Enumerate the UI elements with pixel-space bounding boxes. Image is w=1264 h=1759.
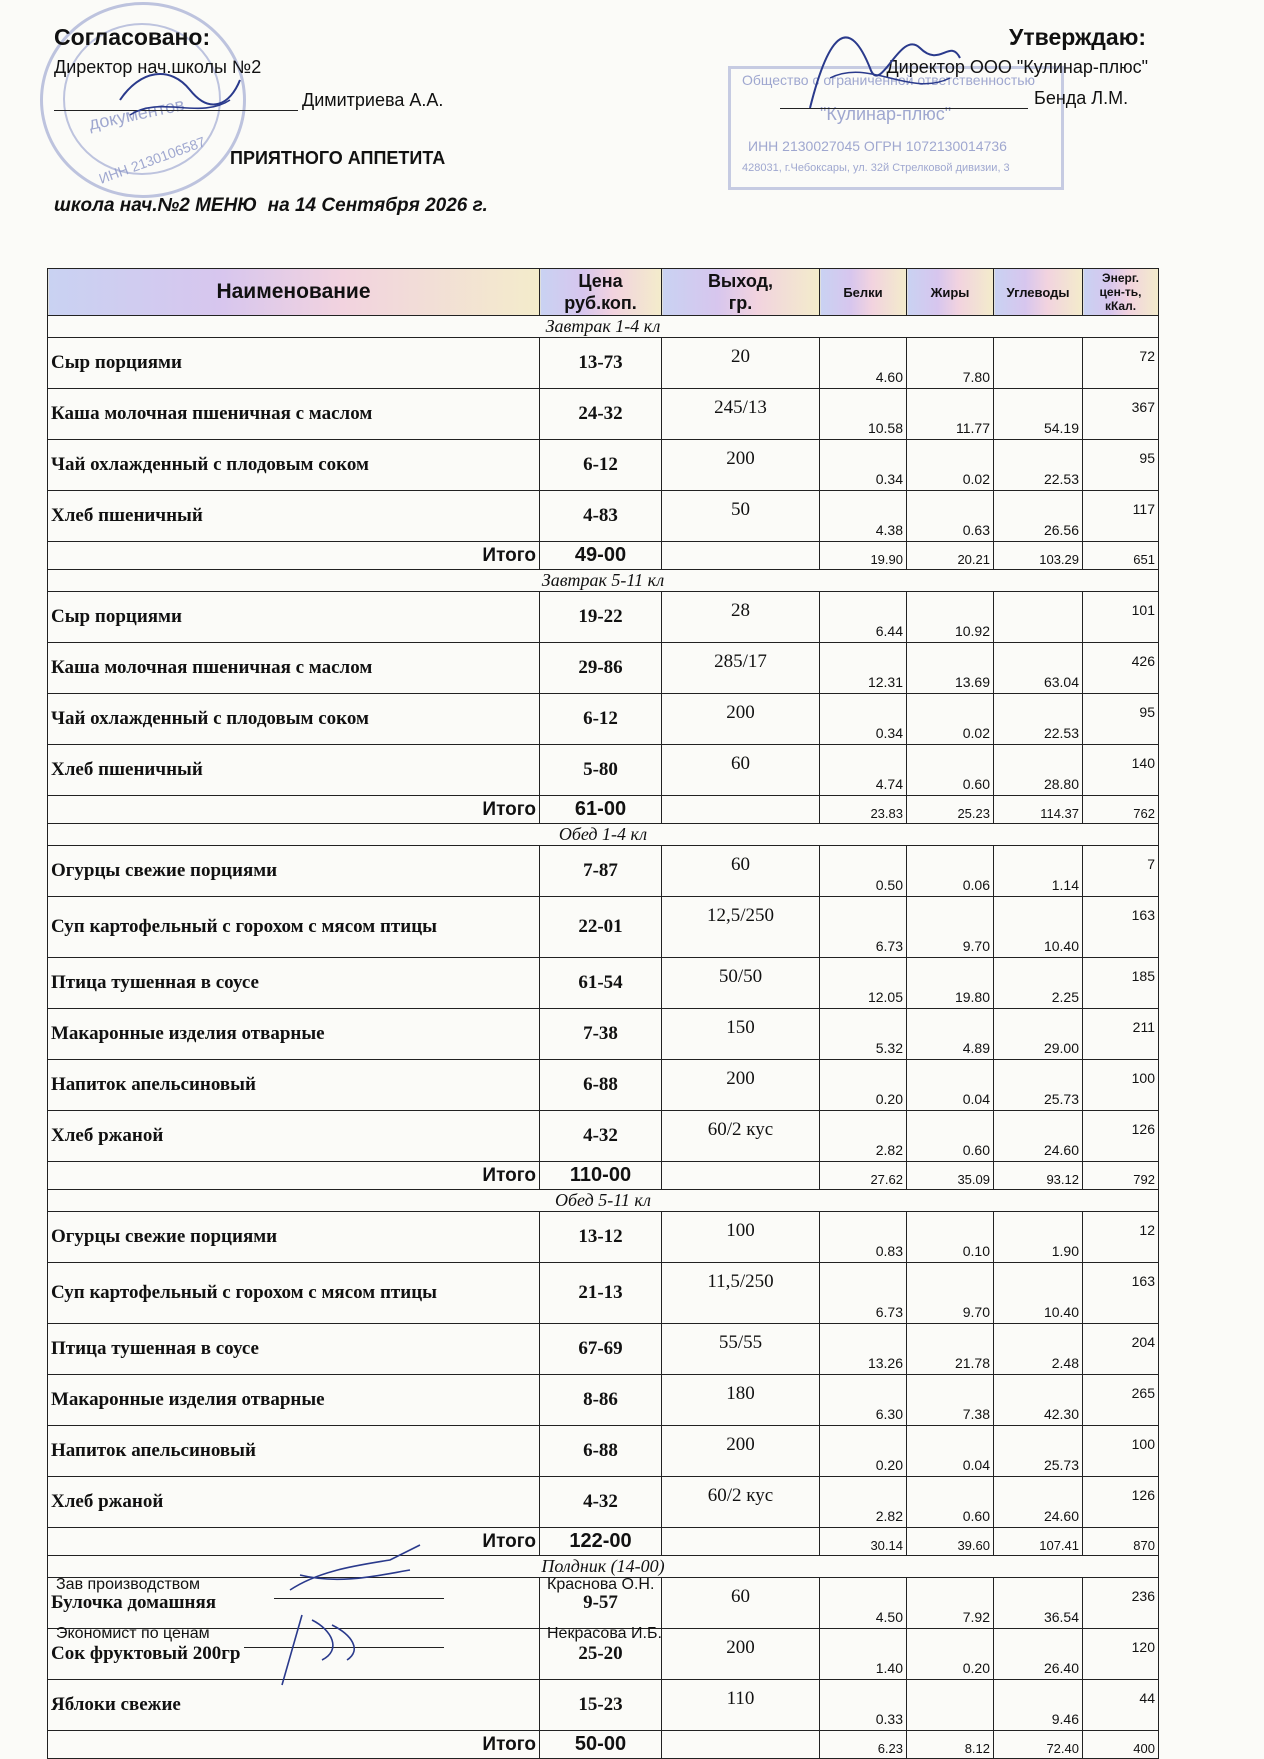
item-protein: 6.30 (820, 1375, 907, 1426)
item-protein: 12.31 (820, 643, 907, 694)
left-approval-position: Директор нач.школы №2 (54, 57, 262, 77)
item-protein: 4.60 (820, 338, 907, 389)
item-kcal: 140 (1083, 745, 1159, 796)
item-price: 5-80 (540, 745, 662, 796)
item-name: Огурцы свежие порциями (48, 846, 540, 897)
table-row (48, 1009, 1159, 1060)
item-price: 9-57 (540, 1578, 662, 1629)
item-fat: 0.02 (907, 694, 994, 745)
table-row (48, 1680, 1159, 1731)
item-protein: 6.73 (820, 1263, 907, 1324)
item-carbs: 28.80 (994, 745, 1083, 796)
item-fat: 0.60 (907, 745, 994, 796)
item-price: 6-88 (540, 1060, 662, 1111)
item-name: Напиток апельсиновый (48, 1060, 540, 1111)
item-price: 6-88 (540, 1426, 662, 1477)
item-price: 24-32 (540, 389, 662, 440)
col-energy-header-line-3: кКал. (1104, 299, 1137, 313)
item-fat: 0.20 (907, 1629, 994, 1680)
total-price: 110-00 (540, 1162, 662, 1190)
total-row (48, 1528, 1159, 1556)
total-kcal: 762 (1083, 796, 1159, 824)
item-kcal: 126 (1083, 1477, 1159, 1528)
item-carbs: 2.48 (994, 1324, 1083, 1375)
item-kcal: 185 (1083, 958, 1159, 1009)
section-title: Полдник (14-00) (48, 1556, 1159, 1578)
left-approval-title: Согласовано: (54, 24, 211, 50)
item-name: Огурцы свежие порциями (48, 1212, 540, 1263)
item-protein: 1.40 (820, 1629, 907, 1680)
item-carbs: 25.73 (994, 1060, 1083, 1111)
item-yield: 60 (662, 745, 820, 796)
item-price: 7-87 (540, 846, 662, 897)
item-price: 13-73 (540, 338, 662, 389)
col-carbs-header: Углеводы (994, 269, 1083, 316)
section-title: Обед 1-4 кл (48, 824, 1159, 846)
table-row (48, 338, 1159, 389)
item-yield: 110 (662, 1680, 820, 1731)
total-protein: 23.83 (820, 796, 907, 824)
item-protein: 12.05 (820, 958, 907, 1009)
item-carbs: 10.40 (994, 897, 1083, 958)
right-approval-title: Утверждаю: (1009, 24, 1146, 50)
section-row (48, 1190, 1159, 1212)
col-yield-header-line-1: Выход, (707, 271, 774, 291)
item-price: 25-20 (540, 1629, 662, 1680)
item-protein: 4.50 (820, 1578, 907, 1629)
item-yield: 28 (662, 592, 820, 643)
left-approval-signer: Димитриева А.А. (302, 90, 444, 110)
table-row (48, 1426, 1159, 1477)
total-fat: 39.60 (907, 1528, 994, 1556)
item-name: Хлеб ржаной (48, 1111, 540, 1162)
item-carbs: 2.25 (994, 958, 1083, 1009)
footer-role-1: Зав производством (56, 1576, 200, 1593)
item-name: Птица тушенная в соусе (48, 1324, 540, 1375)
item-kcal: 163 (1083, 1263, 1159, 1324)
col-yield-header (662, 269, 820, 316)
item-carbs: 25.73 (994, 1426, 1083, 1477)
item-kcal: 72 (1083, 338, 1159, 389)
table-row (48, 440, 1159, 491)
total-kcal: 792 (1083, 1162, 1159, 1190)
item-price: 6-12 (540, 694, 662, 745)
stamp-text-right-2: "Кулинар-плюс" (820, 104, 952, 124)
right-signature (790, 8, 970, 128)
item-name: Хлеб пшеничный (48, 745, 540, 796)
item-price: 4-32 (540, 1477, 662, 1528)
item-carbs: 24.60 (994, 1477, 1083, 1528)
item-price: 8-86 (540, 1375, 662, 1426)
item-yield: 11,5/250 (662, 1263, 820, 1324)
item-protein: 5.32 (820, 1009, 907, 1060)
item-protein: 0.34 (820, 694, 907, 745)
footer-signature-1 (280, 1540, 430, 1610)
item-name: Сыр порциями (48, 592, 540, 643)
stamp-text-right-3: ИНН 2130027045 ОГРН 1072130014736 (748, 138, 1007, 154)
item-fat: 0.02 (907, 440, 994, 491)
menu-table (47, 268, 1159, 1759)
right-approval-position: Директор ООО "Кулинар-плюс" (886, 57, 1148, 77)
table-header-row (48, 269, 1159, 316)
total-label: Итого (48, 796, 540, 824)
total-carbs: 114.37 (994, 796, 1083, 824)
footer-role-2: Экономист по ценам (56, 1625, 210, 1642)
item-carbs: 10.40 (994, 1263, 1083, 1324)
item-yield: 12,5/250 (662, 897, 820, 958)
item-name: Каша молочная пшеничная с маслом (48, 643, 540, 694)
item-fat: 10.92 (907, 592, 994, 643)
item-name: Макаронные изделия отварные (48, 1375, 540, 1426)
item-fat: 7.80 (907, 338, 994, 389)
item-kcal: 44 (1083, 1680, 1159, 1731)
total-protein: 6.23 (820, 1731, 907, 1759)
item-yield: 100 (662, 1212, 820, 1263)
col-energy-header-line-1: Энерг. (1102, 271, 1139, 285)
table-row (48, 1263, 1159, 1324)
stamp-text-right-1: Общество с ограниченной ответственностью (742, 72, 1036, 88)
section-title: Завтрак 1-4 кл (48, 316, 1159, 338)
total-yield (662, 1528, 820, 1556)
item-kcal: 204 (1083, 1324, 1159, 1375)
total-kcal: 870 (1083, 1528, 1159, 1556)
table-row (48, 958, 1159, 1009)
item-name: Каша молочная пшеничная с маслом (48, 389, 540, 440)
col-energy-header (1083, 269, 1159, 316)
item-fat: 19.80 (907, 958, 994, 1009)
total-protein: 19.90 (820, 542, 907, 570)
total-carbs: 93.12 (994, 1162, 1083, 1190)
item-kcal: 120 (1083, 1629, 1159, 1680)
item-yield: 180 (662, 1375, 820, 1426)
table-row (48, 592, 1159, 643)
col-price-header-line-2: руб.коп. (564, 293, 637, 313)
total-label: Итого (48, 1731, 540, 1759)
item-protein: 13.26 (820, 1324, 907, 1375)
item-protein: 2.82 (820, 1111, 907, 1162)
item-fat: 0.10 (907, 1212, 994, 1263)
total-price: 61-00 (540, 796, 662, 824)
item-name: Чай охлажденный с плодовым соком (48, 440, 540, 491)
item-fat: 7.38 (907, 1375, 994, 1426)
item-carbs: 24.60 (994, 1111, 1083, 1162)
item-name: Яблоки свежие (48, 1680, 540, 1731)
item-price: 67-69 (540, 1324, 662, 1375)
col-yield-header-line-2: гр. (728, 293, 753, 313)
table-row (48, 1477, 1159, 1528)
item-name: Булочка домашняя (48, 1578, 540, 1629)
left-signature (110, 60, 250, 130)
item-yield: 245/13 (662, 389, 820, 440)
item-fat: 0.63 (907, 491, 994, 542)
total-label: Итого (48, 1162, 540, 1190)
total-row (48, 542, 1159, 570)
table-row (48, 1375, 1159, 1426)
item-name: Напиток апельсиновый (48, 1426, 540, 1477)
total-kcal: 400 (1083, 1731, 1159, 1759)
total-row (48, 1162, 1159, 1190)
col-price-header-line-1: Цена (578, 271, 623, 291)
item-carbs: 9.46 (994, 1680, 1083, 1731)
item-name: Суп картофельный с горохом с мясом птицы (48, 897, 540, 958)
item-carbs: 22.53 (994, 694, 1083, 745)
item-carbs (994, 338, 1083, 389)
item-yield: 150 (662, 1009, 820, 1060)
total-price: 50-00 (540, 1731, 662, 1759)
total-label: Итого (48, 542, 540, 570)
greeting-text: ПРИЯТНОГО АППЕТИТА (230, 148, 446, 168)
table-row (48, 491, 1159, 542)
item-name: Макаронные изделия отварные (48, 1009, 540, 1060)
item-yield: 200 (662, 440, 820, 491)
item-price: 61-54 (540, 958, 662, 1009)
item-yield: 20 (662, 338, 820, 389)
table-row (48, 897, 1159, 958)
item-carbs: 26.56 (994, 491, 1083, 542)
table-row (48, 694, 1159, 745)
item-yield: 60 (662, 1578, 820, 1629)
item-carbs: 22.53 (994, 440, 1083, 491)
item-yield: 60/2 кус (662, 1477, 820, 1528)
item-carbs: 36.54 (994, 1578, 1083, 1629)
item-yield: 50/50 (662, 958, 820, 1009)
total-label: Итого (48, 1528, 540, 1556)
item-fat: 0.04 (907, 1426, 994, 1477)
total-row (48, 796, 1159, 824)
section-row (48, 316, 1159, 338)
item-name: Хлеб пшеничный (48, 491, 540, 542)
item-price: 7-38 (540, 1009, 662, 1060)
item-price: 4-32 (540, 1111, 662, 1162)
item-protein: 10.58 (820, 389, 907, 440)
menu-table-body (48, 316, 1159, 1759)
item-kcal: 211 (1083, 1009, 1159, 1060)
total-carbs: 107.41 (994, 1528, 1083, 1556)
total-protein: 27.62 (820, 1162, 907, 1190)
stamp-text-left-1: документов (86, 94, 187, 134)
item-protein: 6.44 (820, 592, 907, 643)
table-row (48, 643, 1159, 694)
total-yield (662, 1731, 820, 1759)
section-row (48, 570, 1159, 592)
table-row (48, 846, 1159, 897)
menu-title: школа нач.№2 МЕНЮ на 14 Сентября 2026 г. (54, 195, 488, 216)
item-fat: 7.92 (907, 1578, 994, 1629)
footer-signature-2 (262, 1610, 382, 1690)
item-kcal: 100 (1083, 1060, 1159, 1111)
total-price: 49-00 (540, 542, 662, 570)
col-fat-header: Жиры (907, 269, 994, 316)
item-carbs (994, 592, 1083, 643)
stamp-text-left-2: ИНН 2130106587 (96, 133, 208, 187)
item-kcal: 117 (1083, 491, 1159, 542)
item-kcal: 126 (1083, 1111, 1159, 1162)
item-price: 6-12 (540, 440, 662, 491)
item-name: Сыр порциями (48, 338, 540, 389)
total-row (48, 1731, 1159, 1759)
total-protein: 30.14 (820, 1528, 907, 1556)
item-kcal: 100 (1083, 1426, 1159, 1477)
item-carbs: 26.40 (994, 1629, 1083, 1680)
item-carbs: 42.30 (994, 1375, 1083, 1426)
item-fat: 9.70 (907, 897, 994, 958)
item-price: 22-01 (540, 897, 662, 958)
total-yield (662, 796, 820, 824)
footer-name-1: Краснова О.Н. (547, 1576, 655, 1593)
item-carbs: 1.14 (994, 846, 1083, 897)
item-fat: 4.89 (907, 1009, 994, 1060)
table-row (48, 1060, 1159, 1111)
stamp-text-right-4: 428031, г.Чебоксары, ул. 32й Стрелковой дивизии, 3 (742, 162, 1010, 174)
item-kcal: 265 (1083, 1375, 1159, 1426)
item-yield: 200 (662, 1060, 820, 1111)
item-kcal: 236 (1083, 1578, 1159, 1629)
item-carbs: 1.90 (994, 1212, 1083, 1263)
item-price: 19-22 (540, 592, 662, 643)
item-yield: 60 (662, 846, 820, 897)
item-protein: 0.83 (820, 1212, 907, 1263)
item-fat: 9.70 (907, 1263, 994, 1324)
item-price: 21-13 (540, 1263, 662, 1324)
item-yield: 55/55 (662, 1324, 820, 1375)
item-protein: 4.38 (820, 491, 907, 542)
item-protein: 0.20 (820, 1426, 907, 1477)
item-price: 13-12 (540, 1212, 662, 1263)
item-protein: 2.82 (820, 1477, 907, 1528)
table-row (48, 1212, 1159, 1263)
item-price: 15-23 (540, 1680, 662, 1731)
item-protein: 6.73 (820, 897, 907, 958)
item-fat: 0.06 (907, 846, 994, 897)
col-name-header: Наименование (48, 269, 540, 316)
item-fat: 13.69 (907, 643, 994, 694)
item-fat (907, 1680, 994, 1731)
table-row (48, 1324, 1159, 1375)
item-name: Птица тушенная в соусе (48, 958, 540, 1009)
item-price: 4-83 (540, 491, 662, 542)
item-name: Хлеб ржаной (48, 1477, 540, 1528)
total-carbs: 72.40 (994, 1731, 1083, 1759)
item-protein: 0.34 (820, 440, 907, 491)
col-protein-header: Белки (820, 269, 907, 316)
item-yield: 200 (662, 1629, 820, 1680)
item-name: Сок фруктовый 200гр (48, 1629, 540, 1680)
section-row (48, 824, 1159, 846)
total-fat: 25.23 (907, 796, 994, 824)
table-row (48, 745, 1159, 796)
item-kcal: 367 (1083, 389, 1159, 440)
item-price: 29-86 (540, 643, 662, 694)
item-carbs: 63.04 (994, 643, 1083, 694)
item-protein: 0.50 (820, 846, 907, 897)
total-kcal: 651 (1083, 542, 1159, 570)
item-protein: 0.20 (820, 1060, 907, 1111)
item-kcal: 426 (1083, 643, 1159, 694)
item-yield: 50 (662, 491, 820, 542)
item-kcal: 95 (1083, 694, 1159, 745)
total-price: 122-00 (540, 1528, 662, 1556)
footer-name-2: Некрасова И.Б. (547, 1625, 662, 1642)
right-approval-signer: Бенда Л.М. (1034, 88, 1129, 108)
col-price-header (540, 269, 662, 316)
item-fat: 0.04 (907, 1060, 994, 1111)
total-fat: 20.21 (907, 542, 994, 570)
item-name: Чай охлажденный с плодовым соком (48, 694, 540, 745)
item-fat: 0.60 (907, 1477, 994, 1528)
item-yield: 60/2 кус (662, 1111, 820, 1162)
section-title: Обед 5-11 кл (48, 1190, 1159, 1212)
item-protein: 4.74 (820, 745, 907, 796)
item-protein: 0.33 (820, 1680, 907, 1731)
col-energy-header-line-2: цен-ть, (1099, 285, 1142, 299)
item-yield: 200 (662, 1426, 820, 1477)
item-carbs: 54.19 (994, 389, 1083, 440)
item-kcal: 163 (1083, 897, 1159, 958)
item-kcal: 7 (1083, 846, 1159, 897)
item-kcal: 12 (1083, 1212, 1159, 1263)
total-yield (662, 1162, 820, 1190)
item-carbs: 29.00 (994, 1009, 1083, 1060)
table-row (48, 1111, 1159, 1162)
table-row (48, 389, 1159, 440)
item-fat: 0.60 (907, 1111, 994, 1162)
item-yield: 200 (662, 694, 820, 745)
item-yield: 285/17 (662, 643, 820, 694)
section-row (48, 1556, 1159, 1578)
item-kcal: 95 (1083, 440, 1159, 491)
item-fat: 21.78 (907, 1324, 994, 1375)
item-name: Суп картофельный с горохом с мясом птицы (48, 1263, 540, 1324)
section-title: Завтрак 5-11 кл (48, 570, 1159, 592)
total-carbs: 103.29 (994, 542, 1083, 570)
item-kcal: 101 (1083, 592, 1159, 643)
item-fat: 11.77 (907, 389, 994, 440)
total-fat: 35.09 (907, 1162, 994, 1190)
total-fat: 8.12 (907, 1731, 994, 1759)
total-yield (662, 542, 820, 570)
